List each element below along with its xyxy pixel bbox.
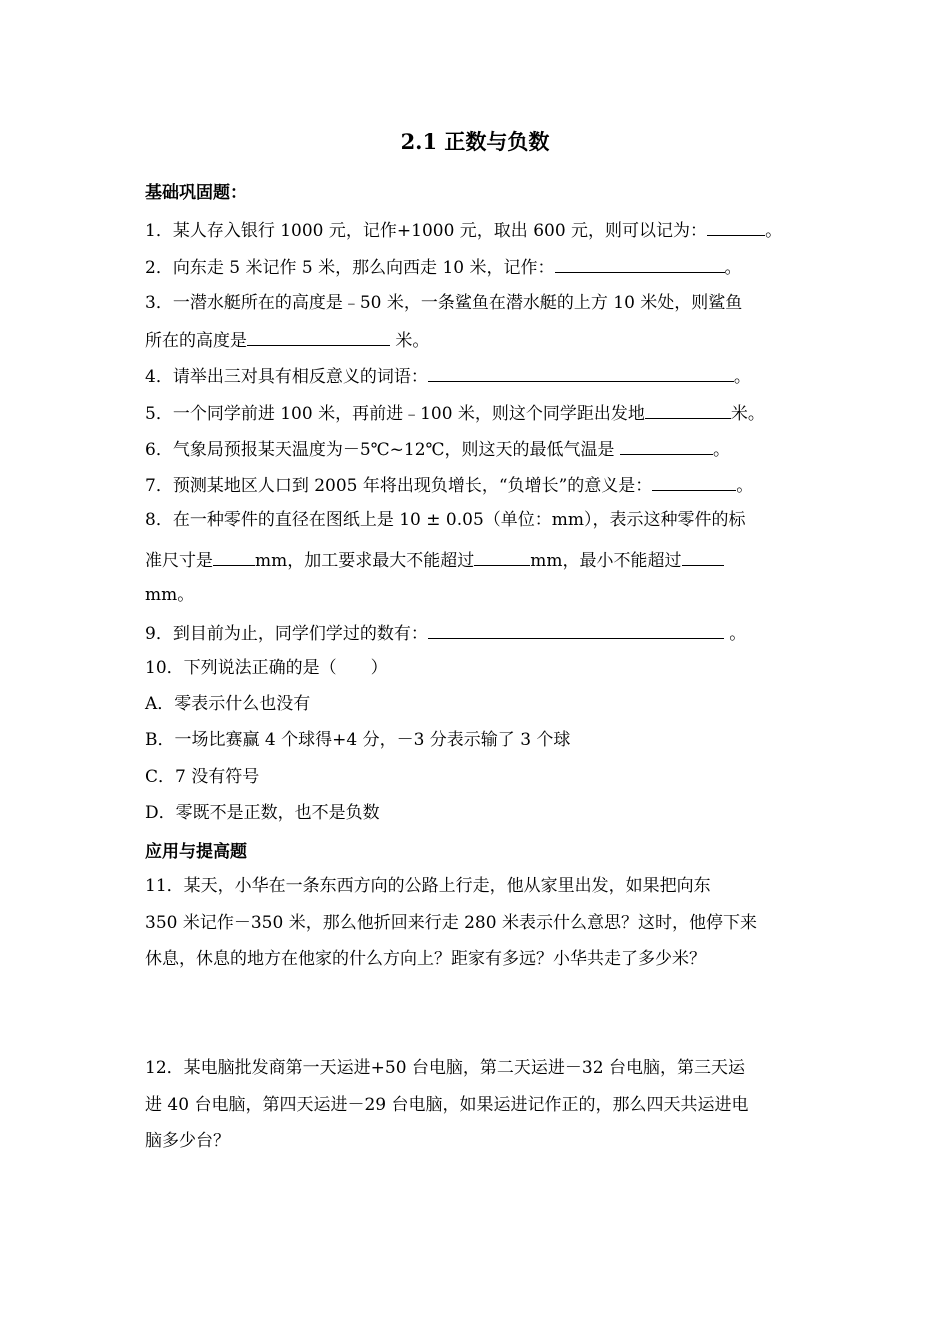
question-4: [145, 364, 751, 388]
answer-blank[interactable]: [428, 621, 724, 639]
question-2-end: 。: [724, 258, 742, 278]
question-8-line-1: 8．在一种零件的直径在图纸上是 10 ± 0.05（单位：mm），表示这种零件的标: [145, 510, 746, 530]
question-1-end: 。: [765, 221, 783, 241]
question-9-text: 9．到目前为止，同学们学过的数有：: [145, 624, 428, 644]
question-3-line-1: 3．一潜水艇所在的高度是﹣50 米，一条鲨鱼在潜水艇的上方 10 米处，则鲨鱼: [145, 293, 743, 313]
question-11-line-1: 11．某天，小华在一条东西方向的公路上行走，他从家里出发，如果把向东: [145, 876, 711, 896]
question-8-text-c: mm，最小不能超过: [530, 551, 682, 571]
answer-blank[interactable]: [428, 364, 734, 382]
question-3-text: 所在的高度是: [145, 331, 247, 351]
question-9-end: 。: [723, 624, 747, 644]
answer-blank[interactable]: [474, 548, 530, 566]
question-8-line-2: [145, 548, 724, 572]
question-8-text-b: mm，加工要求最大不能超过: [255, 551, 475, 571]
answer-blank[interactable]: [213, 548, 255, 566]
question-6-end: 。: [712, 440, 730, 460]
question-9: [145, 621, 746, 645]
section-heading-applied: 应用与提高题: [145, 842, 247, 862]
question-5-text: 5．一个同学前进 100 米，再前进﹣100 米，则这个同学距出发地: [145, 404, 645, 424]
answer-blank[interactable]: [682, 548, 724, 566]
answer-blank[interactable]: [707, 218, 765, 236]
answer-blank[interactable]: [645, 401, 731, 419]
option-a: A．零表示什么也没有: [145, 694, 311, 714]
question-12-line-2: 进 40 台电脑，第四天运进－29 台电脑，如果运进记作正的，那么四天共运进电: [145, 1095, 749, 1115]
question-11-line-2: 350 米记作－350 米，那么他折回来行走 280 米表示什么意思？这时，他停下来: [145, 913, 757, 933]
option-b: B．一场比赛赢 4 个球得+4 分，－3 分表示输了 3 个球: [145, 730, 571, 750]
question-4-end: 。: [733, 367, 751, 387]
question-3-end: 米。: [390, 331, 430, 351]
page-title: 2.1 正数与负数: [400, 129, 550, 154]
answer-blank[interactable]: [555, 255, 725, 273]
question-12-line-1: 12．某电脑批发商第一天运进+50 台电脑，第二天运进－32 台电脑，第三天运: [145, 1058, 745, 1078]
question-7-text: 7．预测某地区人口到 2005 年将出现负增长，“负增长”的意义是：: [145, 476, 653, 496]
answer-blank[interactable]: [620, 437, 713, 455]
question-11-line-3: 休息，休息的地方在他家的什么方向上？距家有多远？小华共走了多少米？: [145, 949, 706, 969]
answer-blank[interactable]: [652, 473, 736, 491]
question-7: [145, 473, 753, 497]
question-2: [145, 255, 742, 279]
question-1: [145, 218, 782, 242]
question-8-text-a: 准尺寸是: [145, 551, 213, 571]
question-5-end: 米。: [730, 404, 765, 424]
question-10-stem: 10．下列说法正确的是（ ）: [145, 658, 388, 678]
question-1-text: 1．某人存入银行 1000 元，记作+1000 元，取出 600 元，则可以记为：: [145, 221, 708, 241]
question-5: [145, 401, 765, 425]
answer-blank[interactable]: [247, 328, 390, 346]
section-heading-basic: 基础巩固题：: [145, 183, 247, 203]
question-4-text: 4．请举出三对具有相反意义的词语：: [145, 367, 428, 387]
option-c: C．7 没有符号: [145, 767, 260, 787]
question-8-line-3: mm。: [145, 585, 195, 605]
question-3-line-2: [145, 328, 429, 352]
question-7-end: 。: [736, 476, 754, 496]
question-6-text: 6．气象局预报某天温度为－5℃~12℃，则这天的最低气温是: [145, 440, 620, 460]
question-2-text: 2．向东走 5 米记作 5 米，那么向西走 10 米，记作：: [145, 258, 555, 278]
question-6: [145, 437, 730, 461]
question-12-line-3: 脑多少台？: [145, 1131, 230, 1151]
option-d: D．零既不是正数，也不是负数: [145, 803, 380, 823]
